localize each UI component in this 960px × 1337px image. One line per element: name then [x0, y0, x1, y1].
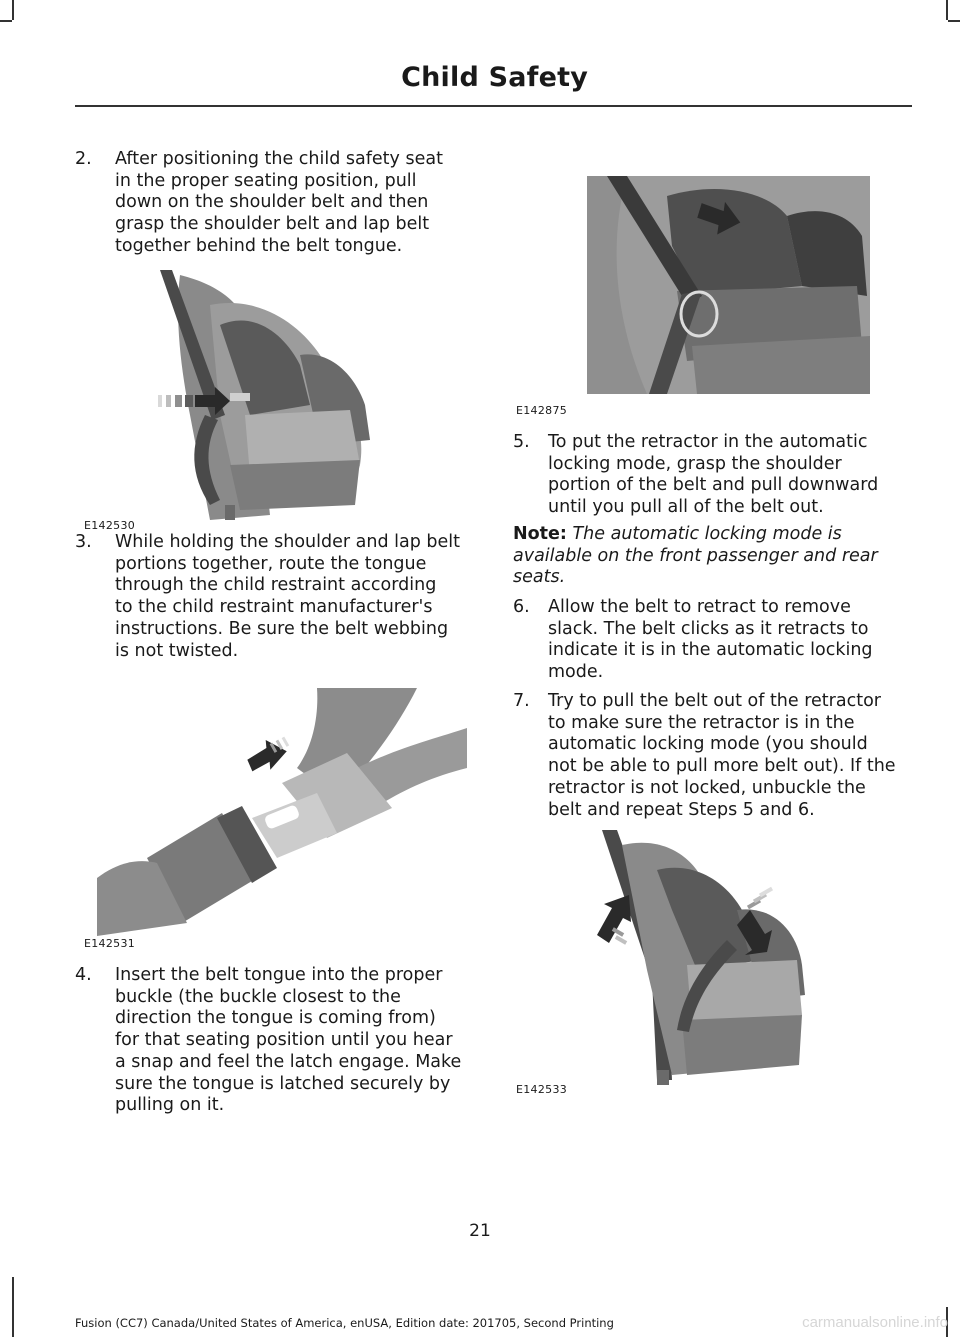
note-text: The automatic locking mode is — [572, 524, 842, 544]
text-line: automatic locking mode (you should — [548, 734, 868, 755]
figure-code: E142530 — [84, 519, 136, 532]
note-label: Note: — [513, 524, 567, 544]
step-number: 5. — [513, 432, 530, 452]
crop-mark-top-right — [946, 0, 948, 20]
step-text — [548, 597, 873, 684]
text-line: instructions. Be sure the belt webbing — [115, 618, 449, 639]
header-divider — [75, 105, 912, 107]
step-text — [115, 965, 461, 1117]
page-title: Child Safety — [401, 62, 588, 93]
text-line: retractor is not locked, unbuckle the — [548, 777, 866, 798]
text-line: After positioning the child safety seat — [115, 149, 443, 169]
note — [513, 524, 913, 589]
figure-code: E142531 — [84, 937, 136, 950]
text-line: buckle (the buckle closest to the — [115, 986, 401, 1007]
child-seat-belt-figure — [150, 265, 385, 527]
crop-mark-top-left — [12, 0, 14, 20]
step-number: 2. — [75, 149, 92, 169]
text-line: is not twisted. — [115, 640, 239, 661]
text-line: Try to pull the belt out of the retractor — [548, 691, 881, 711]
text-line — [513, 546, 913, 568]
text-line: Insert the belt tongue into the proper — [115, 965, 443, 985]
text-line: slack. The belt clicks as it retracts to — [548, 618, 869, 639]
belt-tongue-buckle-figure — [97, 688, 470, 936]
crop-mark-bottom-left — [12, 1277, 14, 1337]
text-line — [513, 524, 913, 546]
text-line: down on the shoulder belt and then — [115, 192, 429, 213]
text-line: for that seating position until you hear — [115, 1030, 453, 1051]
step-text — [548, 432, 878, 519]
crop-mark-top-right-h — [948, 20, 960, 22]
step-text — [115, 532, 460, 662]
step-text — [548, 691, 896, 821]
footer-text: Fusion (CC7) Canada/United States of America, enUSA, Edition date: 201705, Second Printing — [75, 1316, 614, 1330]
step-number: 7. — [513, 691, 530, 711]
text-line: locking mode, grasp the shoulder — [548, 453, 842, 474]
text-line: a snap and feel the latch engage. Make — [115, 1051, 462, 1072]
step-text — [115, 149, 443, 258]
text-line: sure the tongue is latched securely by — [115, 1073, 451, 1094]
text-line — [513, 567, 913, 589]
shoulder-belt-closeup-figure — [587, 176, 870, 394]
text-line: portions together, route the tongue — [115, 553, 427, 574]
page-number: 21 — [469, 1221, 491, 1241]
text-line: through the child restraint according — [115, 575, 437, 596]
text-line: pulling on it. — [115, 1095, 225, 1116]
text-line: indicate it is in the automatic locking — [548, 640, 873, 661]
figure-code: E142875 — [516, 404, 568, 417]
figure-code: E142533 — [516, 1083, 568, 1096]
text-line: until you pull all of the belt out. — [548, 497, 824, 518]
text-line: While holding the shoulder and lap belt — [115, 532, 460, 552]
step-number: 3. — [75, 532, 92, 552]
text-line: to make sure the retractor is in the — [548, 712, 855, 733]
text-line: to the child restraint manufacturer's — [115, 597, 433, 618]
text-line: Allow the belt to retract to remove — [548, 597, 851, 617]
text-line: To put the retractor in the automatic — [548, 432, 868, 452]
text-line: mode. — [548, 662, 604, 683]
text-line: belt and repeat Steps 5 and 6. — [548, 799, 815, 820]
text-line: grasp the shoulder belt and lap belt — [115, 214, 430, 235]
text-line: direction the tongue is coming from) — [115, 1008, 436, 1029]
note-text: seats. — [513, 567, 566, 588]
text-line: not be able to pull more belt out). If the — [548, 756, 896, 777]
watermark: carmanualsonline.info — [802, 1314, 948, 1331]
crop-mark-top-left-h — [0, 20, 12, 22]
text-line: together behind the belt tongue. — [115, 235, 403, 256]
step-number: 4. — [75, 965, 92, 985]
text-line: in the proper seating position, pull — [115, 170, 417, 191]
text-line: portion of the belt and pull downward — [548, 475, 879, 496]
step-number: 6. — [513, 597, 530, 617]
note-text: available on the front passenger and rear — [513, 545, 878, 566]
child-seat-locked-belt-figure — [587, 830, 812, 1090]
